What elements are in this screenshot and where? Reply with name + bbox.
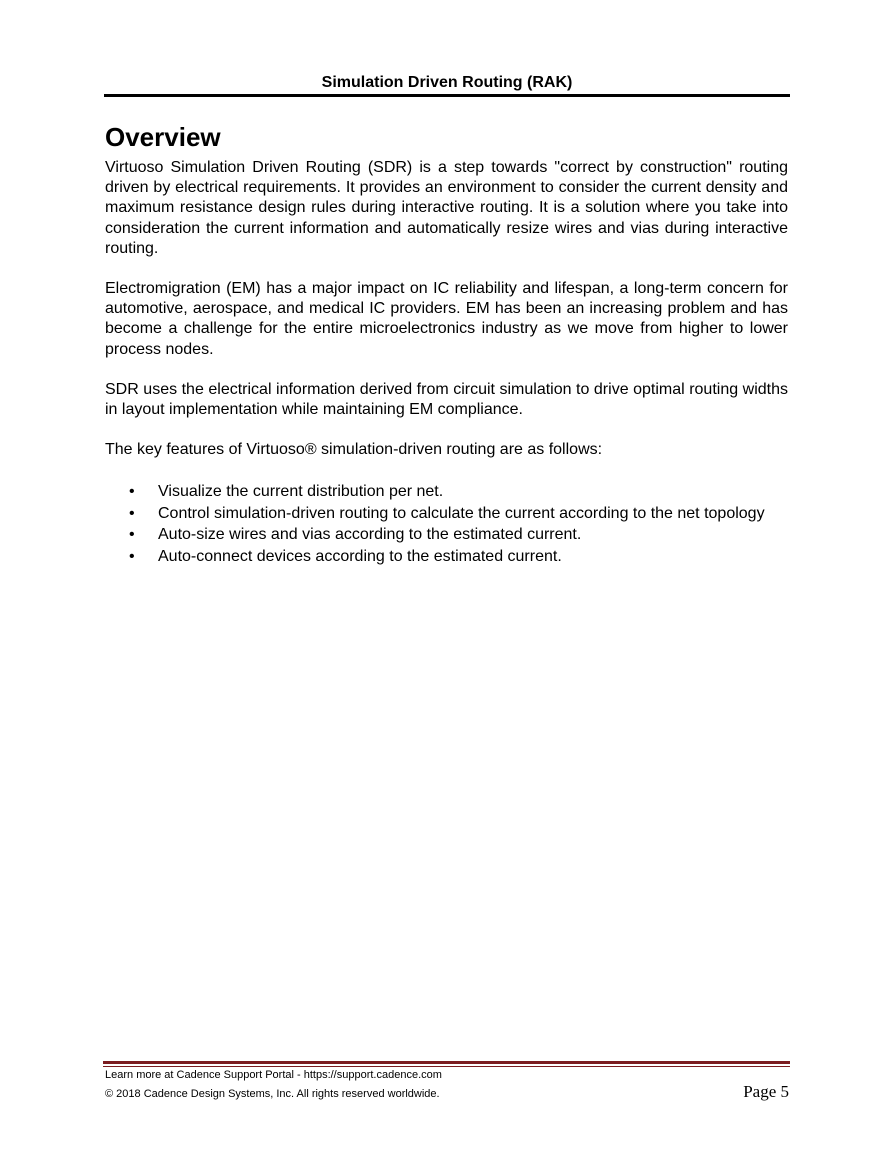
feature-text: Auto-connect devices according to the estimated current.: [158, 547, 562, 565]
bullet-icon: •: [129, 547, 135, 565]
list-item: [105, 547, 788, 568]
footer-rule-thin: [103, 1066, 790, 1067]
feature-text: Visualize the current distribution per net.: [158, 483, 444, 501]
list-item: [105, 482, 788, 503]
paragraph-sdr-usage: SDR uses the electrical information derived from circuit simulation to drive optimal routing widths in layout implementation while maintaining EM compliance.: [105, 380, 788, 419]
footer-portal-link[interactable]: Learn more at Cadence Support Portal - https://support.cadence.com: [105, 1069, 442, 1081]
bullet-icon: •: [129, 504, 135, 522]
main-content: [105, 120, 788, 568]
bullet-icon: •: [129, 483, 135, 501]
feature-list: [105, 482, 788, 567]
footer-rule-thick: [103, 1061, 790, 1064]
footer-copyright: © 2018 Cadence Design Systems, Inc. All rights reserved worldwide.: [105, 1088, 440, 1100]
list-item: [105, 525, 788, 546]
paragraph-features-intro: The key features of Virtuoso® simulation-driven routing are as follows:: [105, 441, 603, 459]
paragraph-sdr-intro: Virtuoso Simulation Driven Routing (SDR) is a step towards "correct by construction" routing driven by electrical requirements. It provides an environment to consider the current density and maximum resistance design rules during interactive routing. It is a solution where you take into consideration the current information and automatically resize wires and vias during interactive routing.: [105, 159, 788, 257]
bullet-icon: •: [129, 526, 135, 544]
feature-text: Auto-size wires and vias according to the estimated current.: [158, 526, 582, 544]
feature-text: Control simulation-driven routing to calculate the current according to the net topology: [158, 504, 765, 522]
section-heading: Overview: [105, 122, 221, 152]
list-item: [105, 504, 788, 525]
running-header-title: Simulation Driven Routing (RAK): [321, 74, 573, 91]
page-number: Page 5: [743, 1082, 789, 1101]
header-rule: [104, 94, 790, 97]
paragraph-electromigration: Electromigration (EM) has a major impact on IC reliability and lifespan, a long-term concern for automotive, aerospace, and medical IC providers. EM has been an increasing problem and has become a challenge for the entire microelectronics industry as we move from higher to lower process nodes.: [105, 280, 788, 358]
